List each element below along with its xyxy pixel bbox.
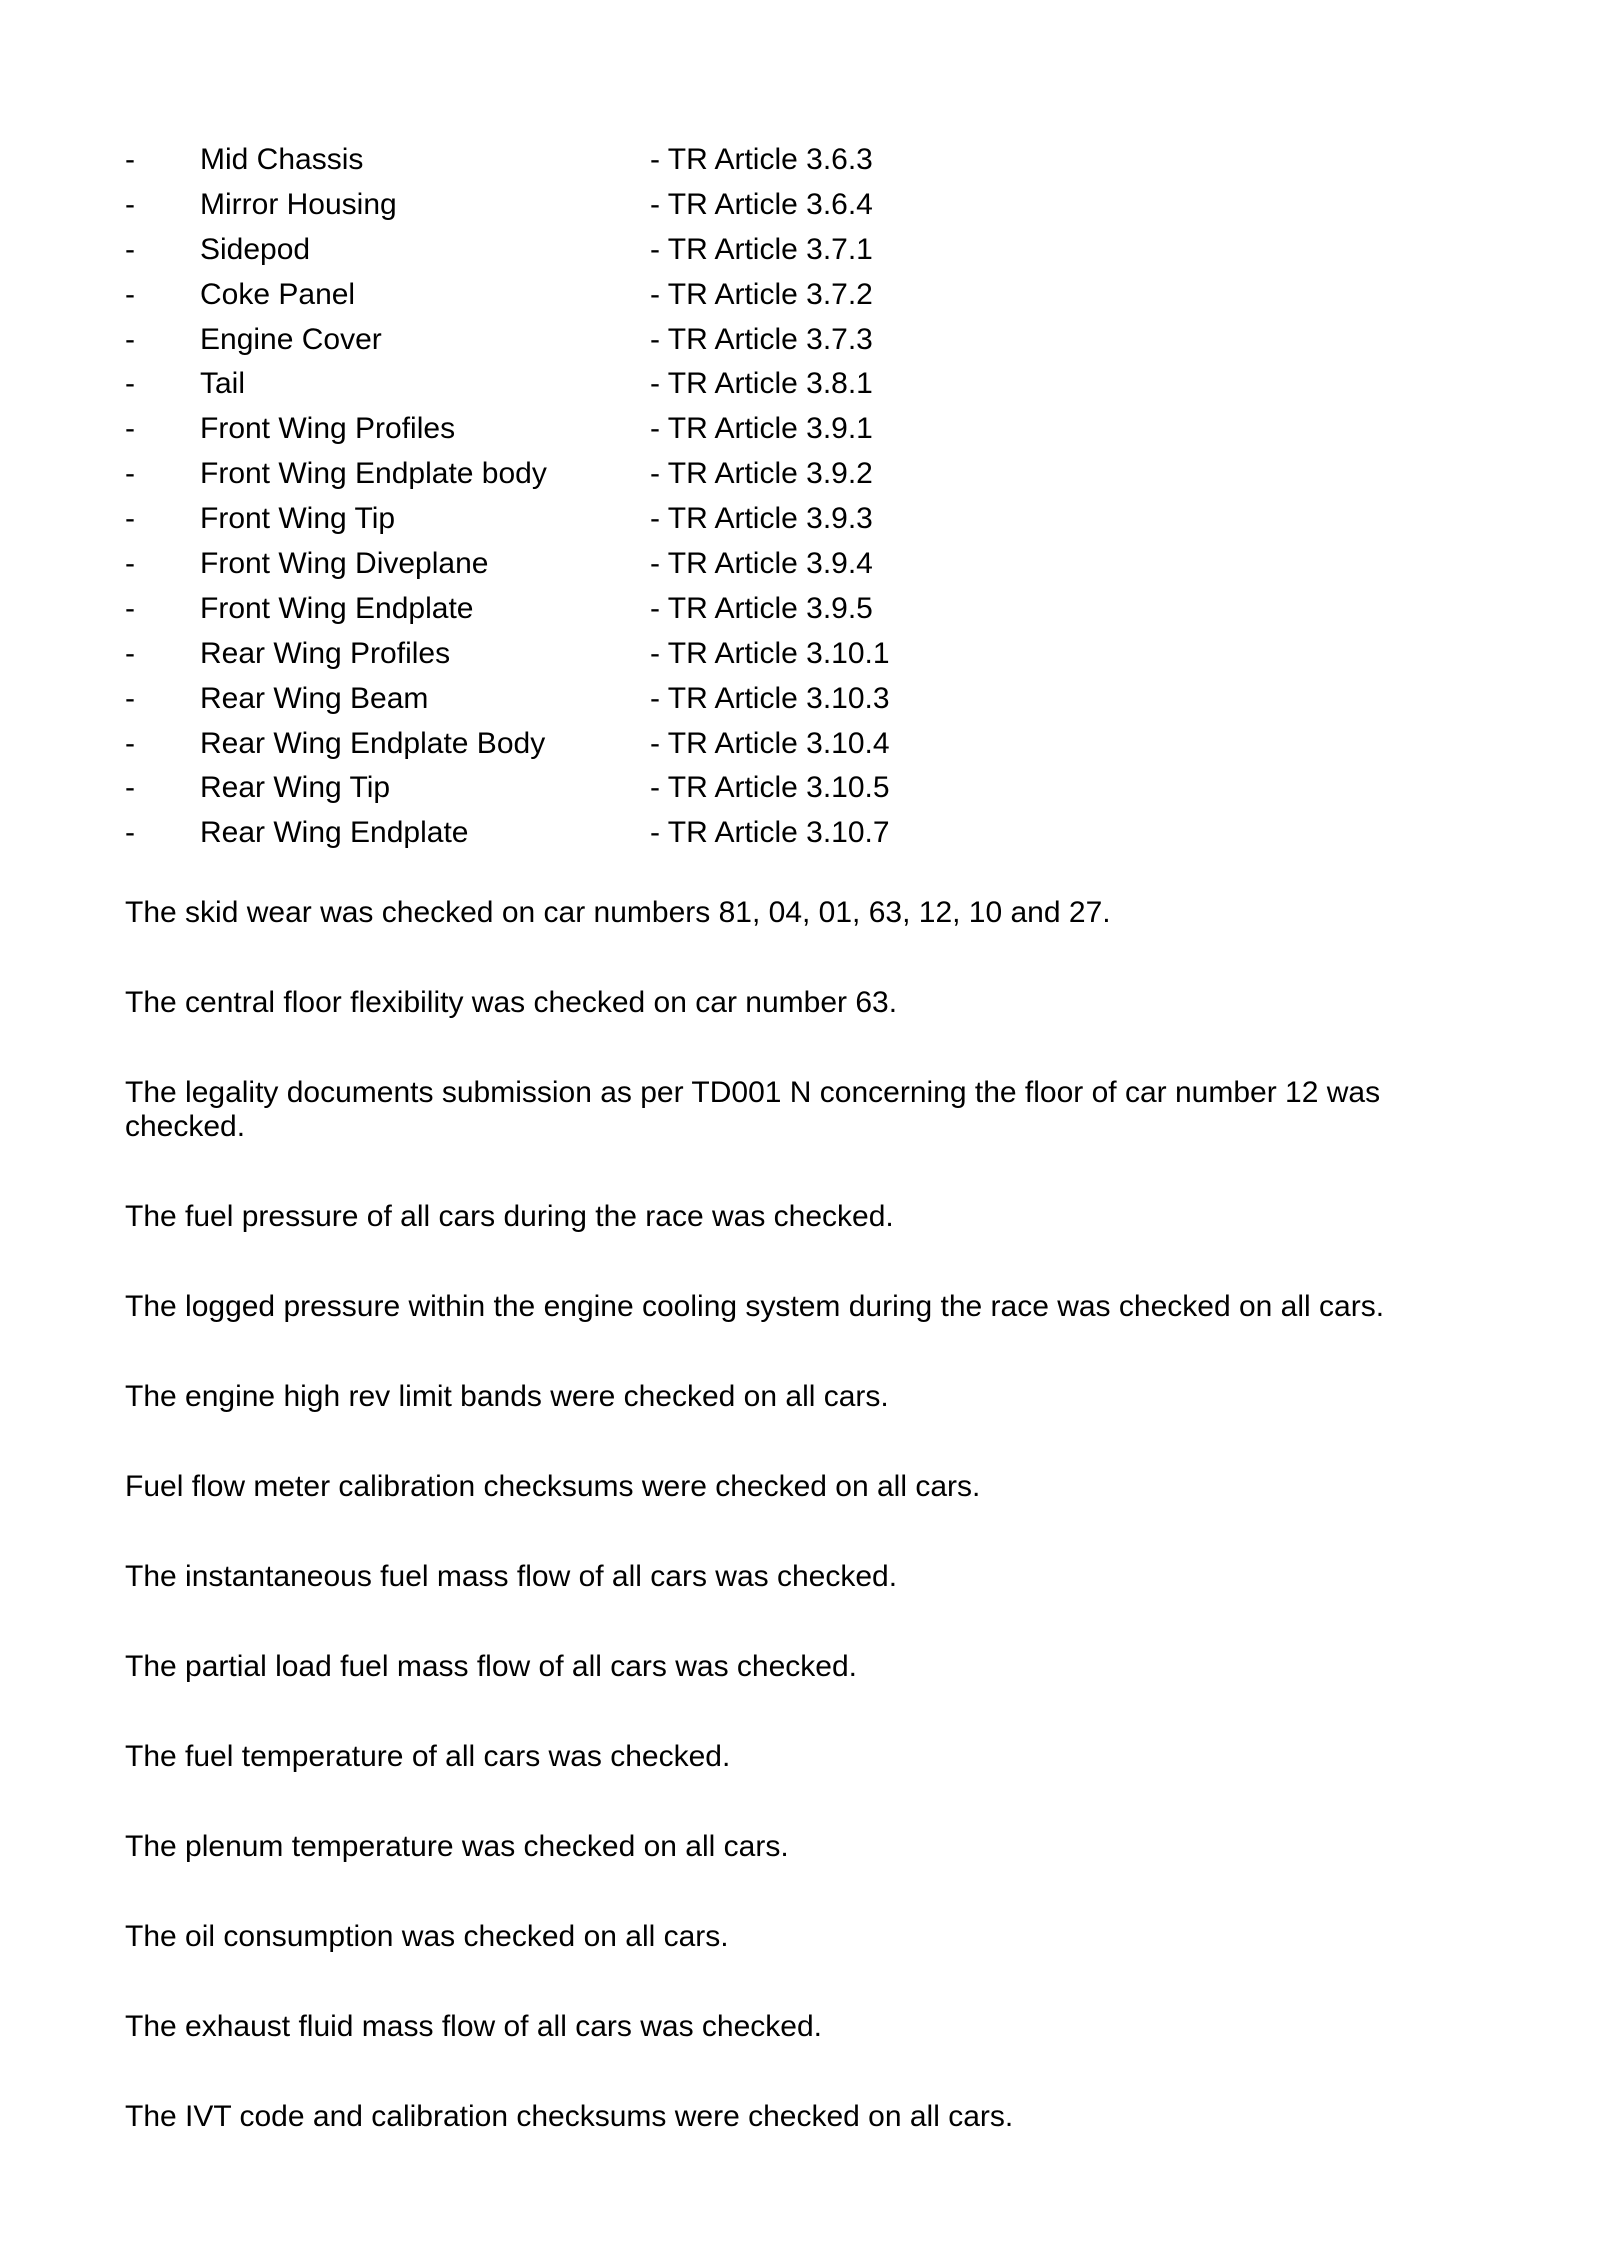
paragraph: The instantaneous fuel mass flow of all cars was checked. (125, 1560, 898, 1593)
component-name: Front Wing Endplate body (200, 457, 547, 491)
checks-paragraphs (125, 896, 1445, 2190)
list-item (125, 542, 1125, 587)
paragraph: The legality documents submission as per TD001 N concerning the floor of car number 12 was checked. (125, 1076, 1381, 1143)
article-reference: - TR Article 3.6.3 (650, 143, 873, 176)
list-bullet: - (125, 412, 135, 446)
list-bullet: - (125, 771, 135, 805)
list-bullet: - (125, 547, 135, 581)
component-name: Front Wing Tip (200, 502, 396, 536)
article-reference: - TR Article 3.9.1 (650, 412, 873, 446)
component-name: Sidepod (200, 232, 311, 266)
list-bullet: - (125, 816, 135, 850)
component-name: Rear Wing Profiles (200, 636, 451, 670)
paragraph: The exhaust fluid mass flow of all cars was checked. (125, 2010, 822, 2043)
component-name: Rear Wing Tip (200, 771, 391, 805)
paragraph: The engine high rev limit bands were checked on all cars. (125, 1380, 889, 1413)
list-bullet: - (125, 277, 135, 311)
list-item (125, 587, 1125, 632)
article-reference: - TR Article 3.6.4 (650, 187, 873, 221)
article-reference: - TR Article 3.7.1 (650, 232, 873, 266)
component-name: Rear Wing Beam (200, 681, 429, 715)
list-bullet: - (125, 232, 135, 266)
component-name: Engine Cover (200, 322, 382, 356)
component-name: Coke Panel (200, 277, 356, 311)
list-bullet: - (125, 322, 135, 356)
list-item (125, 497, 1125, 542)
article-reference: - TR Article 3.10.1 (650, 636, 890, 670)
paragraph: The logged pressure within the engine cooling system during the race was checked on all cars. (125, 1290, 1385, 1323)
list-bullet: - (125, 636, 135, 670)
article-reference: - TR Article 3.9.2 (650, 457, 873, 491)
paragraph: The fuel temperature of all cars was checked. (125, 1740, 731, 1773)
paragraph: The partial load fuel mass flow of all cars was checked. (125, 1650, 857, 1683)
article-reference: - TR Article 3.9.4 (650, 547, 873, 581)
list-item (125, 632, 1125, 677)
list-item (125, 407, 1125, 452)
component-name: Rear Wing Endplate Body (200, 726, 546, 760)
article-reference: - TR Article 3.10.7 (650, 816, 890, 850)
component-name: Mirror Housing (200, 187, 397, 221)
article-reference: - TR Article 3.7.3 (650, 322, 873, 356)
list-item (125, 452, 1125, 497)
article-reference: - TR Article 3.10.4 (650, 726, 890, 760)
component-name: Mid Chassis (200, 143, 364, 176)
list-bullet: - (125, 591, 135, 625)
article-reference: - TR Article 3.9.3 (650, 502, 873, 536)
paragraph: The plenum temperature was checked on all cars. (125, 1830, 789, 1863)
list-item (125, 811, 1125, 856)
paragraph: The oil consumption was checked on all cars. (125, 1920, 729, 1953)
list-item (125, 677, 1125, 722)
list-bullet: - (125, 143, 135, 176)
list-bullet: - (125, 681, 135, 715)
list-bullet: - (125, 502, 135, 536)
article-reference: - TR Article 3.8.1 (650, 367, 873, 401)
component-name: Rear Wing Endplate (200, 816, 469, 850)
article-reference: - TR Article 3.7.2 (650, 277, 873, 311)
list-item (125, 273, 1125, 318)
list-item (125, 766, 1125, 811)
article-reference: - TR Article 3.9.5 (650, 591, 873, 625)
list-item (125, 722, 1125, 767)
component-name: Front Wing Diveplane (200, 547, 489, 581)
component-article-list (125, 138, 1125, 856)
list-item (125, 138, 1125, 183)
paragraph: The fuel pressure of all cars during the race was checked. (125, 1200, 894, 1233)
component-name: Tail (200, 367, 246, 401)
list-item (125, 228, 1125, 273)
list-bullet: - (125, 457, 135, 491)
paragraph: The central floor flexibility was checked on car number 63. (125, 986, 898, 1019)
paragraph: The IVT code and calibration checksums were checked on all cars. (125, 2100, 1014, 2133)
paragraph: The skid wear was checked on car numbers 81, 04, 01, 63, 12, 10 and 27. (125, 896, 1111, 929)
component-name: Front Wing Endplate (200, 591, 474, 625)
list-item (125, 318, 1125, 363)
paragraph: Fuel flow meter calibration checksums were checked on all cars. (125, 1470, 981, 1503)
article-reference: - TR Article 3.10.3 (650, 681, 890, 715)
article-reference: - TR Article 3.10.5 (650, 771, 890, 805)
list-bullet: - (125, 367, 135, 401)
list-item (125, 362, 1125, 407)
component-name: Front Wing Profiles (200, 412, 456, 446)
list-bullet: - (125, 726, 135, 760)
list-item (125, 183, 1125, 228)
list-bullet: - (125, 187, 135, 221)
